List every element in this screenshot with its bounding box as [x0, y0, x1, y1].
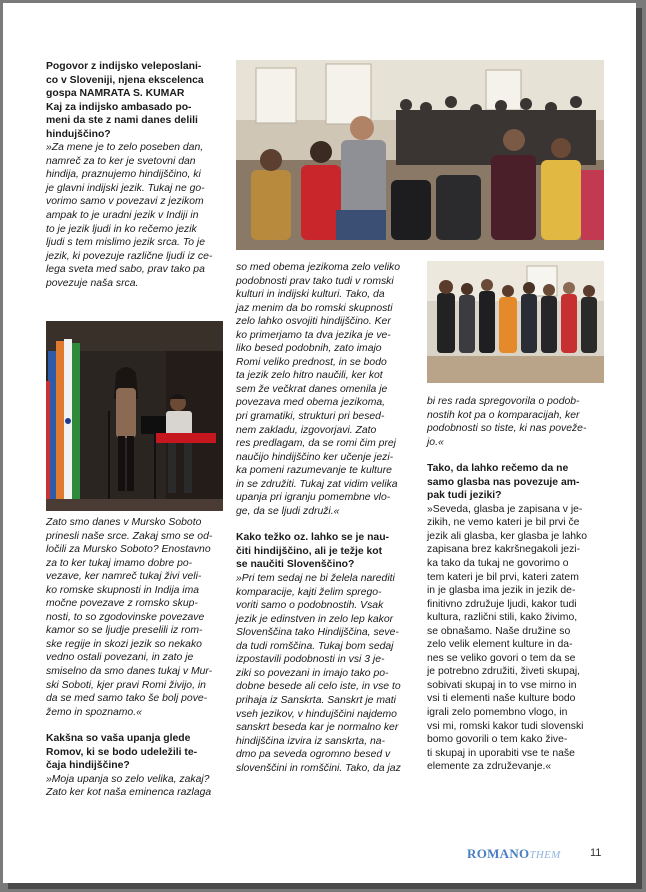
brand-main: ROMANO: [467, 846, 530, 861]
question-1: [46, 101, 223, 142]
answer-1-continued: [46, 516, 223, 719]
text-line: nosti, to so zgodovinske povezave: [46, 611, 205, 623]
text-line: in je glasba ima jezik in jezik de-: [427, 585, 576, 597]
text-line: žemo in spoznamo.«: [46, 706, 142, 718]
text-line: bomo govorili o tem kako žive-: [427, 734, 568, 746]
text-line: vsi ti elementi naše kulture bodo: [427, 693, 576, 705]
text-line: hindujščino?: [46, 128, 111, 140]
text-line: samo glasba nas povezuje am-: [427, 476, 580, 488]
text-line: naučijo hindijščino ker učenje jezi-: [236, 451, 394, 463]
text-line: ti skupaj in uporabiti vse te naše: [427, 747, 575, 759]
text-line: Tako, da lahko rečemo da ne: [427, 463, 569, 475]
text-line: je glavni indijski jezik. Tukaj ne go-: [46, 182, 205, 194]
text-line: ske regije in skozi jezik so nekako: [46, 638, 202, 650]
text-line: dobne besede ali celo iste, in vse to: [236, 681, 401, 693]
text-line: jezik, ki povezuje različne ljudi iz ce-: [46, 250, 213, 262]
page-number: 11: [590, 847, 602, 859]
text-line: jezik je edinstven in zelo lep kakor: [236, 613, 394, 625]
text-line: ka pomeni razumevanje te kulture: [236, 465, 392, 477]
text-line: se naučiti Slovenščino?: [236, 559, 355, 571]
text-line: zelo lahko osvojiti hindijščino. Ker: [236, 316, 391, 328]
left-column-top: [46, 60, 223, 290]
text-line: slovenščini in romščini. Tako, da jaz: [236, 762, 401, 774]
text-line: komparacije, kajti želim sprego-: [236, 586, 382, 598]
text-line: da se med samo tako še bolj pove-: [46, 693, 208, 705]
text-line: ločili za Mursko Soboto? Enostavno: [46, 544, 211, 556]
text-line: sanskrt beseda kar je normalno ker: [236, 722, 399, 734]
middle-column: [236, 261, 414, 775]
text-line: liko besed podobnih, zato imajo: [236, 343, 382, 355]
text-line: ljudi s tem mislimo jezik srca. To je: [46, 237, 205, 249]
text-line: to je jezik ljudi in ko rečemo jezik: [46, 223, 197, 235]
text-line: finitivno združuje ljudi, kakor tudi: [427, 598, 577, 610]
brand-sub: THEM: [529, 849, 561, 861]
text-line: zelo velik element kulture in da-: [427, 639, 573, 651]
text-line: jo.«: [427, 436, 444, 448]
text-line: da tudi romščina. Tukaj bom sedaj: [236, 640, 394, 652]
text-line: se obnašamo. Naše družine so: [427, 625, 571, 637]
text-line: hindija, praznujemo hindijščino, ki: [46, 169, 201, 181]
text-line: povezava med obema jezikoma,: [236, 397, 386, 409]
text-line: ziki so povezani in imajo tako po-: [236, 667, 389, 679]
answer-2-continued: [236, 261, 414, 518]
text-line: Zato ker kot naša eminenca razlaga: [46, 787, 212, 799]
text-line: so med obema jezikoma zelo veliko: [236, 262, 401, 273]
text-line: vsi mi, romski kakor tudi slovenski: [427, 720, 584, 732]
photo-audience: [236, 60, 604, 250]
text-line: Romi veliko prednost, in se bodo: [236, 356, 387, 368]
text-line: vezave, ker namreč tukaj živi veli-: [46, 571, 202, 583]
text-line: bi res rada spregovorila o podob-: [427, 396, 580, 407]
text-line: prinesli naše srce. Zakaj smo se od-: [46, 530, 213, 542]
text-line: smiselno da smo danes tukaj v Mur-: [46, 666, 213, 678]
photo-group: [427, 261, 604, 383]
right-column: [427, 395, 604, 774]
interview-intro: [46, 60, 223, 101]
text-line: co v Sloveniji, njena ekscelenca: [46, 74, 204, 86]
text-line: nostih kot pa o komparacijah, ker: [427, 409, 580, 421]
text-line: jezik ali glasba, ker glasba je lahko: [427, 530, 587, 542]
text-line: čaja hindijščine?: [46, 760, 130, 772]
text-line: ko primerjamo ta dva jezika je ve-: [236, 329, 391, 341]
text-line: vedno ostali povezani, in zato je: [46, 652, 194, 664]
text-line: »Moja upanja so zelo velika, zakaj?: [46, 773, 210, 785]
text-line: kultura, različni stili, kako živimo,: [427, 612, 578, 624]
text-line: nes se veliko govori o tem da se: [427, 652, 576, 664]
left-column-bottom: [46, 516, 223, 800]
text-line: Kakšna so vaša upanja glede: [46, 733, 191, 745]
text-line: namreč za to ker je svetovni dan: [46, 155, 196, 167]
text-line: igrali zelo pomembno vlogo, in: [427, 707, 568, 719]
text-line: za to ker tukaj imamo dobre po-: [46, 557, 193, 569]
text-line: ta jezik zelo hitro naučili, ker kot: [236, 370, 383, 382]
text-line: upanja pri igranju pomembne vlo-: [236, 492, 391, 504]
text-line: »Pri tem sedaj ne bi želela narediti: [236, 573, 395, 585]
text-line: ko romske skupnosti in Indija ima: [46, 584, 200, 596]
text-line: dmo pa seveda ogromno besed v: [236, 749, 391, 761]
question-3: [236, 531, 414, 572]
text-line: gospa NAMRATA S. KUMAR: [46, 88, 185, 100]
text-line: »Seveda, glasba je zapisana v je-: [427, 503, 583, 515]
text-line: voriti samo o podobnostih. Vsak: [236, 600, 384, 612]
text-line: ski Soboti, kjer pravi Romi živijo, in: [46, 679, 206, 691]
text-line: »Za mene je to zelo poseben dan,: [46, 142, 204, 154]
text-line: je potrebno združiti, živeti skupaj,: [427, 666, 581, 678]
answer-2: [46, 773, 223, 800]
text-line: Slovenščina tako Hindijščina, seve-: [236, 627, 399, 639]
text-line: hindijščina izvira iz sanskrta, na-: [236, 735, 385, 747]
text-line: zikih, ne vemo kateri je bil prvi če: [427, 517, 580, 529]
text-line: kulturi in indijski kulturi. Tako, da: [236, 289, 385, 301]
text-line: pak tudi jeziki?: [427, 490, 502, 502]
page-shadow-bottom: [8, 883, 642, 889]
page-shadow-right: [636, 8, 642, 886]
text-line: zapisana brez kakršnegakoli jezi-: [427, 544, 581, 556]
text-line: prihaja iz Sanskrta. Sanskrt je mati: [236, 694, 396, 706]
text-line: Zato smo danes v Mursko Soboto: [46, 517, 202, 528]
answer-3: [236, 572, 414, 775]
text-line: meni da ste z nami danes delili: [46, 115, 198, 127]
text-line: jaz menim da bo romski skupnosti: [236, 302, 393, 314]
text-line: nem zakladu, izgovorjavi. Zato: [236, 424, 377, 436]
text-line: res predlagam, da se romi čim prej: [236, 438, 396, 450]
text-line: povezuje naša srca.: [46, 277, 139, 289]
text-line: tem kateri je bil prvi, kateri zatem: [427, 571, 579, 583]
text-line: vseh jezikov, v hindujščini najdemo: [236, 708, 397, 720]
text-line: izpostavili podobnosti in vsi 3 je-: [236, 654, 385, 666]
text-line: elemente za združevanje.«: [427, 761, 552, 773]
text-line: ampak to je uradni jezik v Indiji in: [46, 210, 199, 222]
text-line: kamor so se ljudje preselili iz rom-: [46, 625, 203, 637]
text-line: ka tako da tukaj ne govorimo o: [427, 558, 569, 570]
answer-3-continued: [427, 395, 604, 449]
magazine-logo: [467, 846, 561, 862]
text-line: ge, da se ljudi združi.«: [236, 505, 340, 517]
text-line: močne povezave z romsko skup-: [46, 598, 198, 610]
text-line: Pogovor z indijsko veleposlani-: [46, 61, 202, 72]
text-line: podobnosti so tiste, ki nas poveže-: [427, 423, 587, 435]
answer-1: [46, 141, 223, 290]
text-line: pri gramatiki, strukturi pri besed-: [236, 411, 385, 423]
question-2: [46, 732, 223, 773]
text-line: Romov, ki se bodo udeležili te-: [46, 746, 198, 758]
text-line: Kako težko oz. lahko se je nau-: [236, 532, 390, 544]
text-line: Kaj za indijsko ambasado po-: [46, 101, 192, 113]
text-line: podobnosti prav tako tudi v romski: [236, 275, 394, 287]
photo-performance: [46, 321, 223, 511]
text-line: in se združiti. Tukaj zat vidim velika: [236, 478, 398, 490]
answer-4: [427, 503, 604, 774]
question-4: [427, 462, 604, 503]
text-line: sem že večkrat danes omenila je: [236, 383, 388, 395]
text-line: sobivati skupaj in to vse mirno in: [427, 679, 577, 691]
text-line: čiti hindijščino, ali je težje kot: [236, 545, 383, 557]
text-line: vorimo samo v povezavi z jezikom: [46, 196, 204, 208]
text-line: lega sveta med sabo, prav tako pa: [46, 264, 205, 276]
